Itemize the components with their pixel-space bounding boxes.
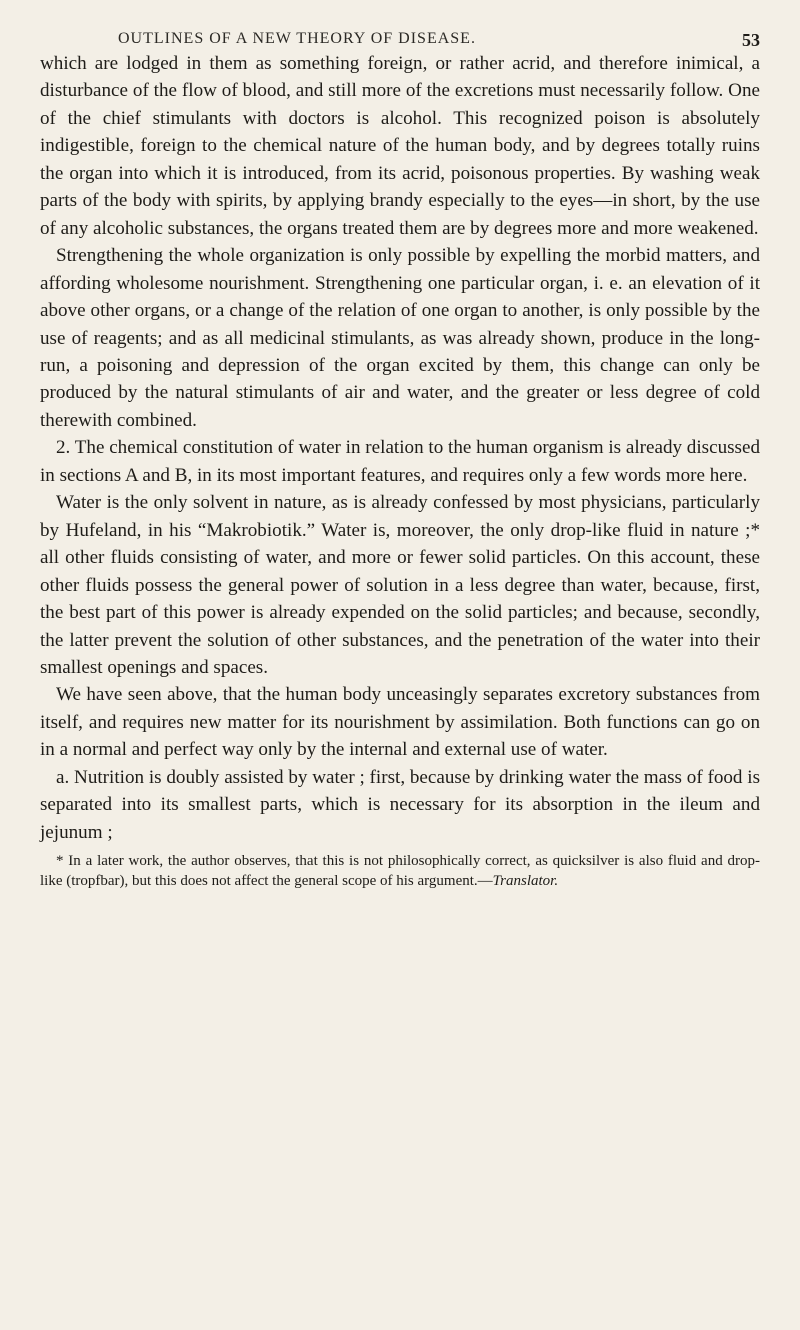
paragraph: We have seen above, that the human body unceasingly separates excretory substances from itself, and requires new matter for its nourishment by assimilation. Both functions can go on in a normal and perfect way only by the internal and external use of water. <box>40 684 760 761</box>
paragraph: Strengthening the whole organization is only possible by expelling the morbid matters, and affording wholesome nourishment. Strengthening one particular organ, i. e. an elevation of it above other organs, or a change of the relation of one organ to another, is only possible by the use of reagents; and as all medicinal stimulants, as was already shown, produce in the long-run, a poisoning and depression of the organ excited by them, this change can only be produced by the natural stimulants of air and water, and the greater or less degree of cold therewith combined. <box>40 245 760 431</box>
paragraph: 2. The chemical constitution of water in relation to the human organism is already discussed in sections A and B, in its most important features, and requires only a few words more here. <box>40 437 760 486</box>
paragraph: Water is the only solvent in nature, as is already confessed by most physicians, particularly by Hufeland, in his “Makrobiotik.” Water is, moreover, the only drop-like fluid in nature ;* all other fluids consisting of water, and more or fewer solid particles. On this account, these other fluids possess the general power of solution in a less degree than water, because, first, the best part of this power is already expended on the solid particles; and because, secondly, the latter prevent the solution of other substances, and the penetration of the water into their smallest openings and spaces. <box>40 492 760 678</box>
footnote <box>40 852 760 891</box>
running-title: OUTLINES OF A NEW THEORY OF DISEASE. <box>118 30 476 47</box>
paragraph: a. Nutrition is doubly assisted by water ; first, because by drinking water the mass of food is separated into its smallest parts, which is necessary for its absorption in the ileum and jejunum ; <box>40 766 760 843</box>
body-text <box>40 50 760 846</box>
footnote-text: * In a later work, the author observes, that this is not philosophically correct, as quicksilver is also fluid and drop-like (tropfbar), but this does not affect the general scope of his argument.— <box>40 853 760 889</box>
footnote-signature: Translator. <box>492 872 559 889</box>
page-header <box>40 10 760 50</box>
page-number: 53 <box>742 30 760 50</box>
paragraph: which are lodged in them as something foreign, or rather acrid, and therefore inimical, a disturbance of the flow of blood, and still more of the excretions must necessarily follow. One of the chief stimulants with doctors is alcohol. This recognized poison is absolutely indigestible, foreign to the chemical nature of the human body, and by degrees totally ruins the organ into which it is introduced, from its acrid, poisonous properties. By washing weak parts of the body with spirits, by applying brandy especially to the eyes—in short, by the use of any alcoholic substances, the organs treated them are by degrees more and more weakened. <box>40 53 760 239</box>
